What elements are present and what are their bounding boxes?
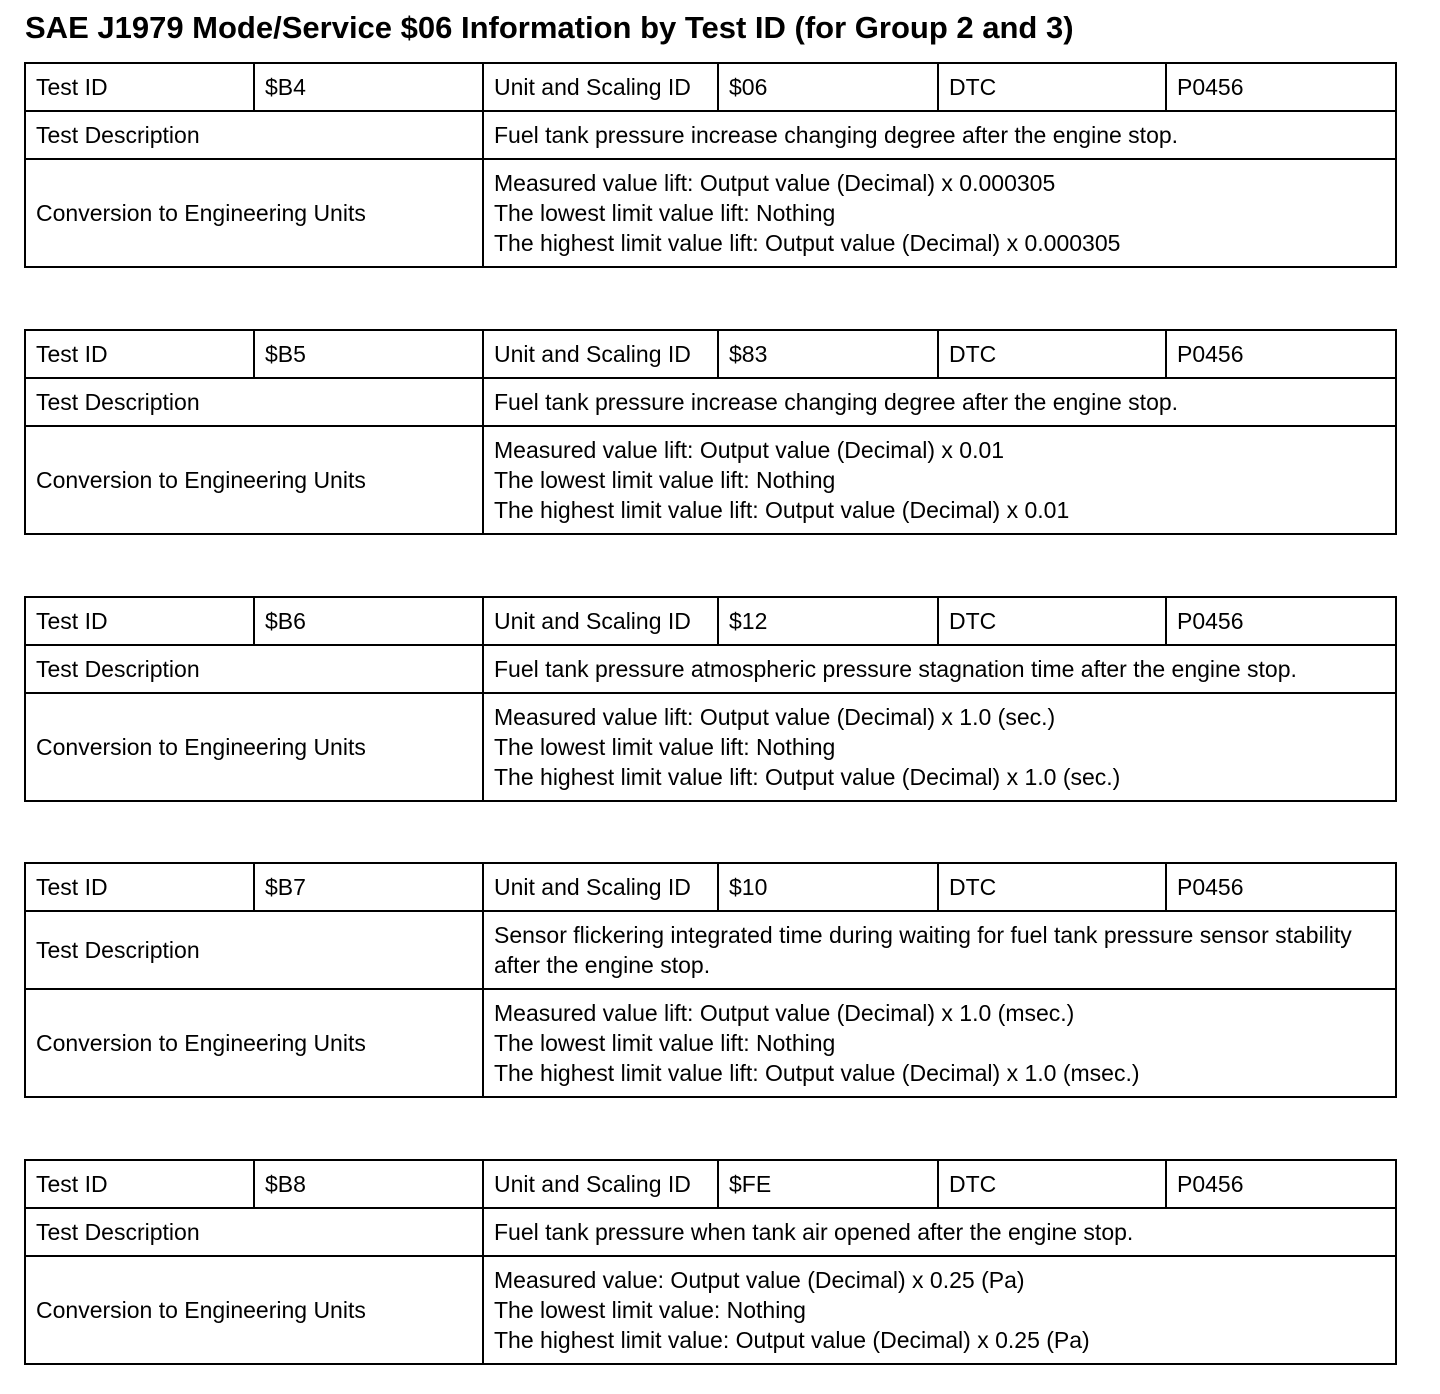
dtc-value: P0456	[1166, 863, 1396, 911]
test-header-row	[25, 1160, 1396, 1208]
conversion-row	[25, 426, 1396, 534]
test-header-row	[25, 597, 1396, 645]
test-description-label: Test Description	[25, 1208, 483, 1256]
unit-scaling-id-label: Unit and Scaling ID	[483, 330, 718, 378]
conversion-label: Conversion to Engineering Units	[25, 989, 483, 1097]
unit-scaling-id-value: $FE	[718, 1160, 938, 1208]
lowest-limit-line: The lowest limit value lift: Nothing	[494, 467, 836, 493]
test-description-label: Test Description	[25, 111, 483, 159]
test-id-table	[24, 62, 1397, 268]
test-header-row	[25, 330, 1396, 378]
test-id-table	[24, 1159, 1397, 1365]
test-description-row	[25, 111, 1396, 159]
unit-scaling-id-label: Unit and Scaling ID	[483, 597, 718, 645]
test-description-value: Fuel tank pressure when tank air opened after the engine stop.	[483, 1208, 1396, 1256]
test-description-label: Test Description	[25, 911, 483, 989]
dtc-value: P0456	[1166, 1160, 1396, 1208]
conversion-row	[25, 989, 1396, 1097]
test-id-value: $B7	[254, 863, 483, 911]
dtc-label: DTC	[938, 863, 1166, 911]
highest-limit-line: The highest limit value lift: Output value (Decimal) x 0.000305	[494, 230, 1121, 256]
test-id-label: Test ID	[25, 63, 254, 111]
test-description-label: Test Description	[25, 378, 483, 426]
test-description-value: Sensor flickering integrated time during waiting for fuel tank pressure sensor stability after the engine stop.	[483, 911, 1396, 989]
test-id-value: $B6	[254, 597, 483, 645]
dtc-label: DTC	[938, 597, 1166, 645]
unit-scaling-id-label: Unit and Scaling ID	[483, 1160, 718, 1208]
test-id-value: $B4	[254, 63, 483, 111]
test-id-table	[24, 329, 1397, 535]
dtc-value: P0456	[1166, 330, 1396, 378]
unit-scaling-id-label: Unit and Scaling ID	[483, 863, 718, 911]
lowest-limit-line: The lowest limit value lift: Nothing	[494, 200, 836, 226]
conversion-value	[483, 989, 1396, 1097]
test-description-value: Fuel tank pressure increase changing degree after the engine stop.	[483, 111, 1396, 159]
highest-limit-line: The highest limit value: Output value (Decimal) x 0.25 (Pa)	[494, 1327, 1090, 1353]
conversion-value	[483, 426, 1396, 534]
lowest-limit-line: The lowest limit value: Nothing	[494, 1297, 806, 1323]
conversion-label: Conversion to Engineering Units	[25, 693, 483, 801]
conversion-value	[483, 1256, 1396, 1364]
page-title: SAE J1979 Mode/Service $06 Information by Test ID (for Group 2 and 3)	[25, 10, 1074, 45]
test-description-row	[25, 378, 1396, 426]
test-id-value: $B8	[254, 1160, 483, 1208]
dtc-label: DTC	[938, 63, 1166, 111]
dtc-value: P0456	[1166, 597, 1396, 645]
test-header-row	[25, 863, 1396, 911]
measured-value-line: Measured value lift: Output value (Decimal) x 0.000305	[494, 170, 1056, 196]
conversion-row	[25, 1256, 1396, 1364]
highest-limit-line: The highest limit value lift: Output value (Decimal) x 1.0 (msec.)	[494, 1060, 1140, 1086]
test-id-label: Test ID	[25, 330, 254, 378]
conversion-row	[25, 693, 1396, 801]
highest-limit-line: The highest limit value lift: Output value (Decimal) x 0.01	[494, 497, 1070, 523]
unit-scaling-id-value: $83	[718, 330, 938, 378]
test-description-value: Fuel tank pressure increase changing degree after the engine stop.	[483, 378, 1396, 426]
dtc-label: DTC	[938, 1160, 1166, 1208]
conversion-value	[483, 159, 1396, 267]
test-description-row	[25, 1208, 1396, 1256]
test-description-label: Test Description	[25, 645, 483, 693]
test-id-label: Test ID	[25, 863, 254, 911]
measured-value-line: Measured value lift: Output value (Decimal) x 0.01	[494, 437, 1005, 463]
test-description-row	[25, 911, 1396, 989]
lowest-limit-line: The lowest limit value lift: Nothing	[494, 734, 836, 760]
measured-value-line: Measured value lift: Output value (Decimal) x 1.0 (msec.)	[494, 1000, 1075, 1026]
unit-scaling-id-value: $12	[718, 597, 938, 645]
test-id-value: $B5	[254, 330, 483, 378]
test-id-label: Test ID	[25, 597, 254, 645]
test-description-value: Fuel tank pressure atmospheric pressure stagnation time after the engine stop.	[483, 645, 1396, 693]
test-id-table	[24, 862, 1397, 1098]
unit-scaling-id-value: $06	[718, 63, 938, 111]
lowest-limit-line: The lowest limit value lift: Nothing	[494, 1030, 836, 1056]
conversion-label: Conversion to Engineering Units	[25, 1256, 483, 1364]
conversion-label: Conversion to Engineering Units	[25, 159, 483, 267]
highest-limit-line: The highest limit value lift: Output value (Decimal) x 1.0 (sec.)	[494, 764, 1121, 790]
conversion-value	[483, 693, 1396, 801]
unit-scaling-id-value: $10	[718, 863, 938, 911]
unit-scaling-id-label: Unit and Scaling ID	[483, 63, 718, 111]
test-description-row	[25, 645, 1396, 693]
dtc-value: P0456	[1166, 63, 1396, 111]
measured-value-line: Measured value: Output value (Decimal) x 0.25 (Pa)	[494, 1267, 1025, 1293]
test-header-row	[25, 63, 1396, 111]
conversion-label: Conversion to Engineering Units	[25, 426, 483, 534]
test-id-table	[24, 596, 1397, 802]
test-id-label: Test ID	[25, 1160, 254, 1208]
conversion-row	[25, 159, 1396, 267]
dtc-label: DTC	[938, 330, 1166, 378]
measured-value-line: Measured value lift: Output value (Decimal) x 1.0 (sec.)	[494, 704, 1056, 730]
